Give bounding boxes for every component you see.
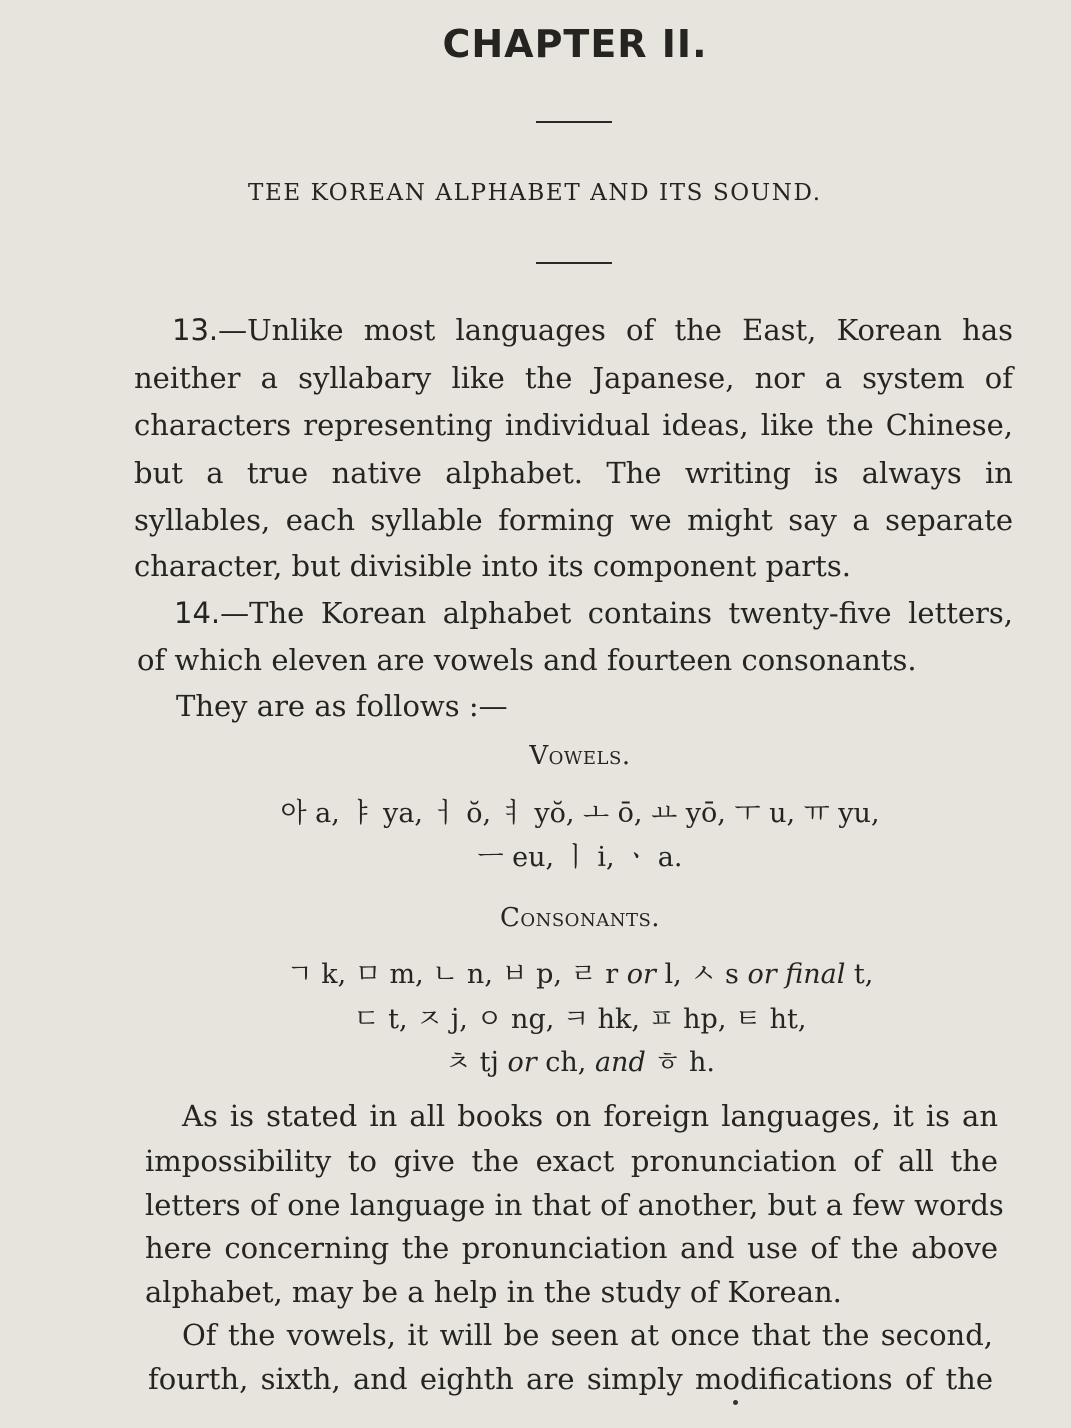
- para13-line1-text: —Unlike most languages of the East, Korean has: [218, 313, 1013, 347]
- para13-line4: but a true native alphabet. The writing is always in: [134, 456, 1013, 490]
- para-after-line1: As is stated in all books on foreign languages, it is an: [182, 1099, 998, 1133]
- para13-line6: character, but divisible into its component parts.: [134, 549, 851, 583]
- ink-spot: [733, 1400, 738, 1405]
- vowels-heading: Vowels.: [529, 741, 631, 771]
- vowels-line2: ㅡ eu, ㅣ i, ㆍ a.: [477, 842, 683, 873]
- para14-line1: [174, 596, 1013, 630]
- consonants-heading: Consonants.: [499, 903, 661, 933]
- para13-line3: characters representing individual ideas, like the Chinese,: [134, 408, 1013, 442]
- para13-number: 13.: [172, 313, 219, 347]
- para14-line1-text: —The Korean alphabet contains twenty-five letters,: [220, 596, 1013, 630]
- para13-line2: neither a syllabary like the Japanese, nor a system of: [134, 361, 1013, 395]
- para-after-line2: impossibility to give the exact pronunciation of all the: [145, 1144, 998, 1178]
- para13-line5: syllables, each syllable forming we might say a separate: [134, 503, 1013, 537]
- para-after-line6: Of the vowels, it will be seen at once that the second,: [182, 1318, 993, 1352]
- consonants-line1: [150, 958, 1010, 992]
- consonants-line3-c: ㅎ h.: [654, 1047, 715, 1078]
- subtitle-divider: [536, 262, 612, 264]
- consonants-line2: ㄷ t, ㅈ j, ㅇ ng, ㅋ hk, ㅍ hp, ㅌ ht,: [353, 1004, 807, 1035]
- consonants-line1-orfinal: or final: [747, 959, 846, 990]
- title-divider: [536, 121, 612, 123]
- vowels-line1: 아 a, ㅑ ya, ㅓ ŏ, ㅕ yŏ, ㅗ ō, ㅛ yō, ㅜ u, ㅠ yu,: [280, 798, 880, 829]
- consonants-line3-b: ch,: [545, 1047, 587, 1078]
- para-after-line3: letters of one language in that of another, but a few words: [145, 1188, 1004, 1222]
- para14-line2: of which eleven are vowels and fourteen consonants.: [137, 643, 917, 677]
- consonants-line3-or: or: [507, 1047, 537, 1078]
- consonants-line3-and: and: [594, 1047, 646, 1078]
- consonants-line1-a: ㄱ k, ㅁ m, ㄴ n, ㅂ p, ㄹ r: [286, 959, 619, 990]
- consonants-line3: [300, 1046, 860, 1080]
- consonants-line1-c: t,: [853, 959, 874, 990]
- chapter-subtitle: TEE KOREAN ALPHABET AND ITS SOUND.: [248, 180, 822, 206]
- para14-number: 14.: [174, 596, 221, 630]
- para-after-line5: alphabet, may be a help in the study of Korean.: [145, 1275, 842, 1309]
- para13-line1: [172, 313, 1013, 347]
- consonants-line1-or: or: [626, 959, 656, 990]
- para14-line3: They are as follows :—: [176, 689, 508, 723]
- consonants-line3-a: ㅊ tj: [445, 1047, 499, 1078]
- chapter-title: CHAPTER II.: [442, 22, 708, 66]
- para-after-line4: here concerning the pronunciation and use of the above: [145, 1231, 998, 1265]
- consonants-line1-b: l, ㅅ s: [664, 959, 739, 990]
- para-after-line7: fourth, sixth, and eighth are simply modifications of the: [148, 1362, 993, 1396]
